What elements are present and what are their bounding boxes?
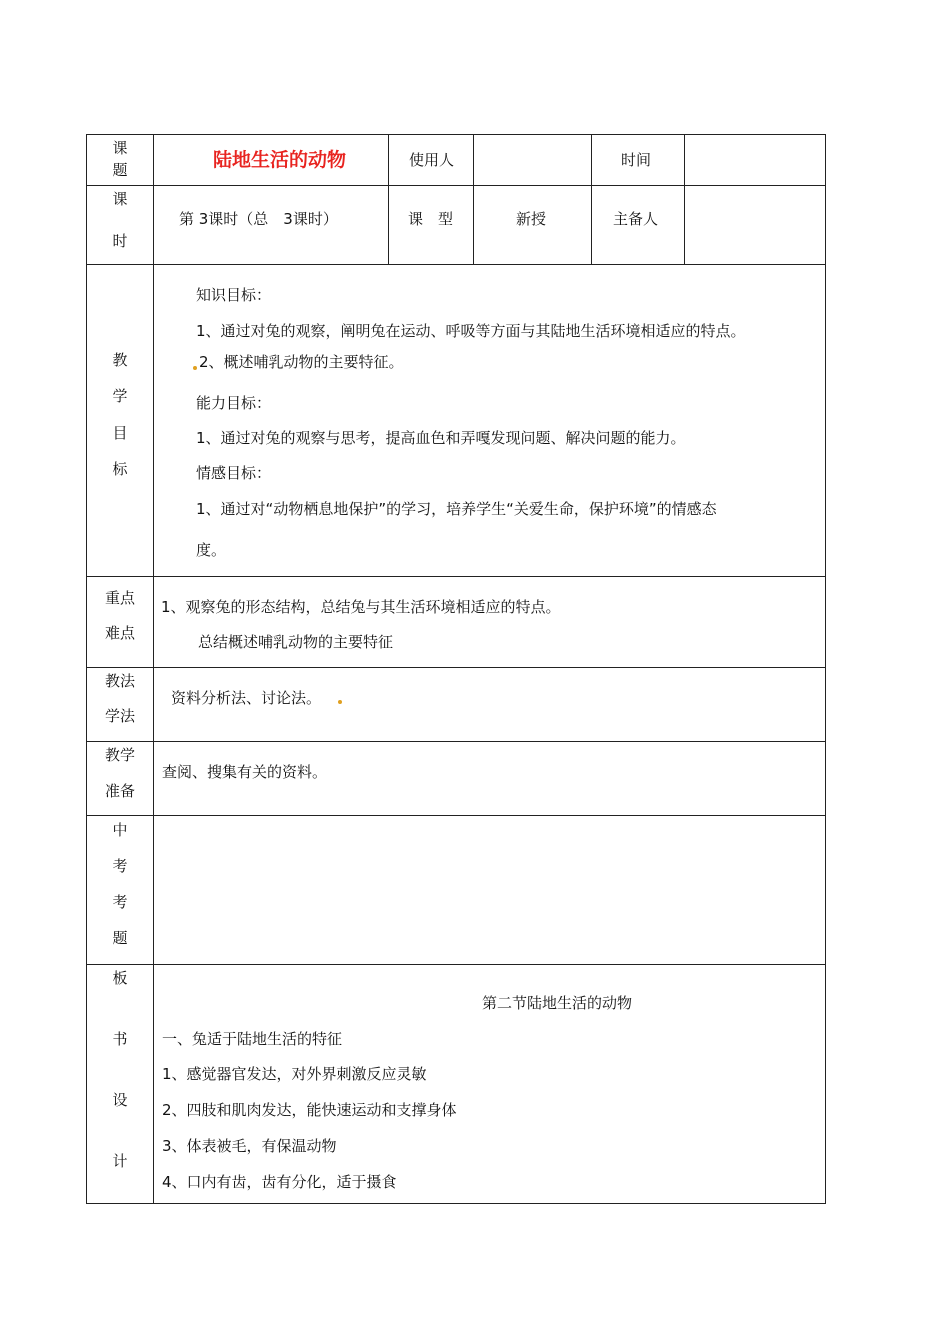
column-divider [684,134,685,265]
methods-text: 资料分析法、讨论法。 [171,689,322,707]
column-divider [388,134,389,265]
table-border-top [86,134,826,135]
board-label-char-1: 板 [112,969,128,987]
row-divider [86,964,826,965]
board-heading: 第二节陆地生活的动物 [482,994,633,1012]
board-label-char-4: 计 [112,1152,128,1170]
objective-line: 1、通过对“动物栖息地保护”的学习，培养学生“关爱生命，保护环境”的情感态 [196,500,717,518]
preparation-label-1: 教学 [104,746,135,764]
lesson-label-char-1: 课 [112,190,128,208]
user-label: 使用人 [409,151,455,169]
table-border-right [825,134,826,1204]
exam-label-char-2: 考 [112,857,128,875]
objective-line: 1、通过对兔的观察与思考，提高血色和弄嘎发现问题、解决问题的能力。 [196,429,686,447]
preparation-text: 查阅、搜集有关的资料。 [162,763,328,781]
objective-line: 能力目标： [196,394,272,412]
key-points-label-1: 重点 [104,589,135,607]
exam-label-char-1: 中 [112,821,128,839]
board-line: 4、口内有齿，齿有分化，适于摄食 [162,1173,397,1191]
time-label: 时间 [621,151,652,169]
key-point-line: 1、观察兔的形态结构，总结兔与其生活环境相适应的特点。 [161,598,561,616]
board-label-char-3: 设 [112,1091,128,1109]
objective-line: 情感目标： [196,464,272,482]
lesson-label-char-2: 时 [112,232,128,250]
row-divider [86,741,826,742]
type-value: 新授 [516,210,547,228]
board-line: 一、兔适于陆地生活的特征 [162,1030,343,1048]
row-divider [86,185,826,186]
lesson-value: 第 3课时（总 3课时） [179,210,338,228]
board-line: 2、四肢和肌肉发达，能快速运动和支撑身体 [162,1101,457,1119]
exam-label-char-3: 考 [112,893,128,911]
key-points-label-2: 难点 [104,624,135,642]
stray-mark [338,700,342,704]
row-divider [86,815,826,816]
row-divider [86,576,826,577]
preparer-label: 主备人 [613,210,659,228]
board-line: 1、感觉器官发达，对外界刺激反应灵敏 [162,1065,427,1083]
type-label: 课 型 [408,210,454,228]
methods-label-1: 教法 [104,672,135,690]
topic-label-char-2: 题 [112,161,128,179]
objectives-label-char-1: 教 [112,351,128,369]
objective-line: 2、概述哺乳动物的主要特征。 [199,353,404,371]
table-border-left [86,134,87,1204]
board-label-char-2: 书 [112,1030,128,1048]
column-divider [473,134,474,265]
key-point-line: 总结概述哺乳动物的主要特征 [198,633,394,651]
exam-label-char-4: 题 [112,929,128,947]
objectives-label-char-3: 目 [112,424,128,442]
methods-label-2: 学法 [104,707,135,725]
preparation-label-2: 准备 [104,782,135,800]
topic-label-char-1: 课 [112,139,128,157]
stray-mark [193,366,197,370]
objective-line: 知识目标： [196,286,272,304]
column-divider [591,134,592,265]
objectives-label-char-2: 学 [112,387,128,405]
row-divider [86,264,826,265]
row-divider [86,667,826,668]
topic-title: 陆地生活的动物 [213,149,347,171]
table-border-bottom [86,1203,826,1204]
objective-line: 度。 [196,541,227,559]
objectives-label-char-4: 标 [112,460,128,478]
objective-line: 1、通过对兔的观察，阐明兔在运动、呼吸等方面与其陆地生活环境相适应的特点。 [196,322,746,340]
board-line: 3、体表被毛，有保温动物 [162,1137,337,1155]
label-column-divider [153,134,154,1204]
